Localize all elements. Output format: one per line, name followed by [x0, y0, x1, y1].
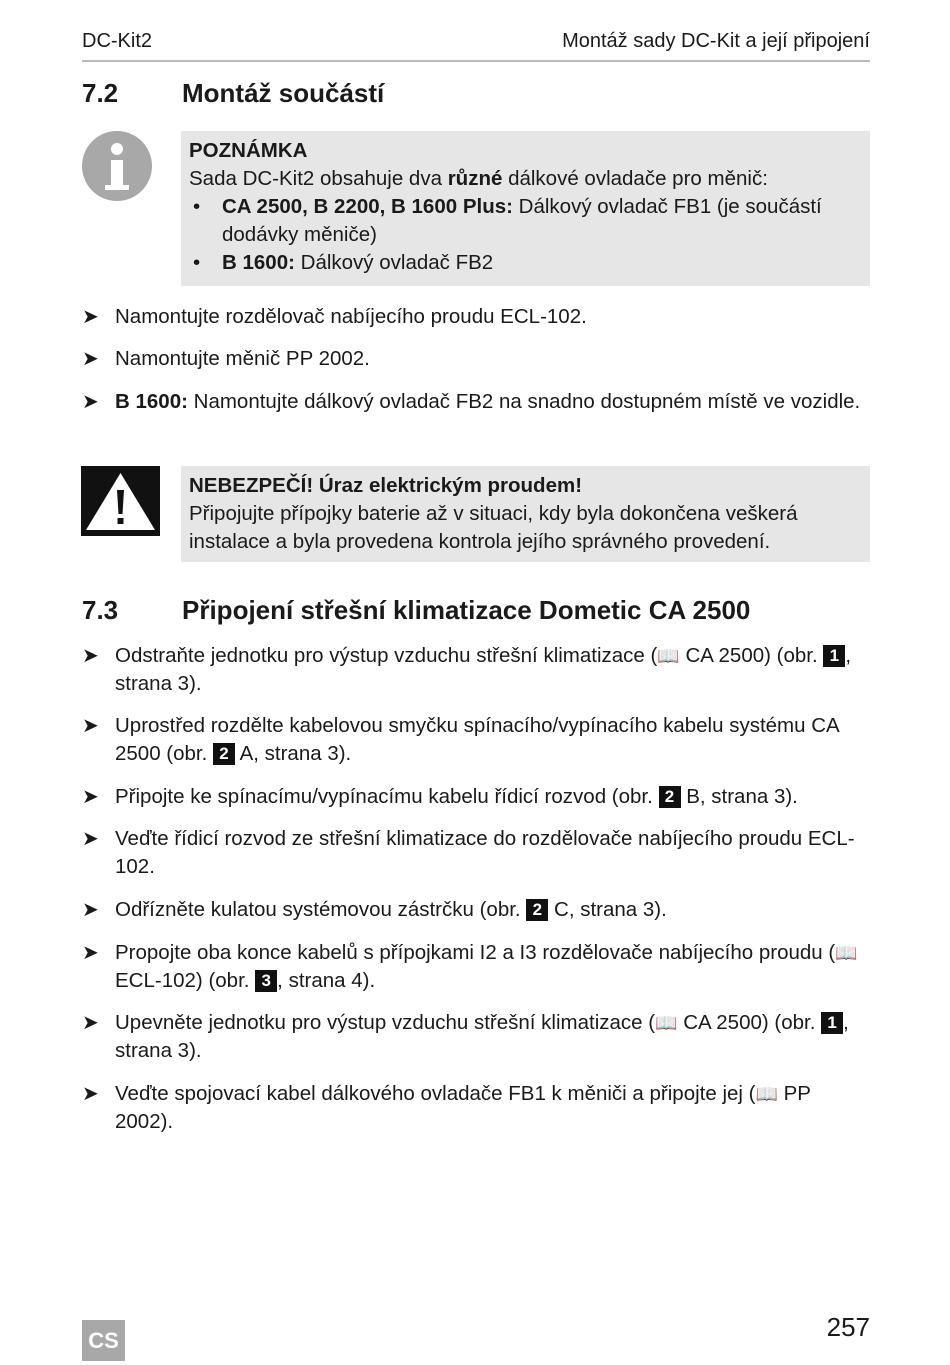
arrow-icon: ➤ [82, 899, 99, 921]
figure-ref: 2 [213, 743, 235, 765]
note-box [181, 131, 870, 286]
section-number: 7.2 [82, 78, 119, 108]
instruction-step: ➤ Připojte ke spínacímu/vypínacímu kabelu řídicí rozvod (obr. 2 B, strana 3). [82, 783, 870, 811]
arrow-icon: ➤ [82, 645, 99, 667]
figure-ref: 2 [659, 786, 681, 808]
language-badge: CS [82, 1320, 125, 1361]
instruction-step: ➤ Namontujte měnič PP 2002. [82, 345, 870, 373]
header-product: DC-Kit2 [82, 30, 153, 52]
instruction-step: ➤ Odřízněte kulatou systémovou zástrčku (obr. 2 C, strana 3). [82, 896, 870, 924]
danger-text: Připojujte přípojky baterie až v situaci, kdy byla dokončena veškerá instalace a byla provedena kontrola jejího správného provedení. [189, 502, 798, 553]
section-title: Připojení střešní klimatizace Dometic CA 2500 [182, 595, 751, 625]
arrow-icon: ➤ [82, 306, 99, 328]
instruction-step: ➤ Namontujte rozdělovač nabíjecího proudu ECL-102. [82, 303, 870, 331]
arrow-icon: ➤ [82, 391, 99, 413]
instruction-step: ➤ Veďte spojovací kabel dálkového ovladače FB1 k měniči a připojte jej (📖 PP 2002). [82, 1082, 811, 1133]
note-intro: Sada DC-Kit2 obsahuje dva různé dálkové ovladače pro měnič: [189, 167, 768, 190]
instruction-step: ➤ Veďte řídicí rozvod ze střešní klimatizace do rozdělovače nabíjecího proudu ECL-102. [82, 827, 855, 878]
book-icon: 📖 [655, 1013, 678, 1033]
arrow-icon: ➤ [82, 942, 99, 964]
instruction-step: ➤ Propojte oba konce kabelů s přípojkami I2 a I3 rozdělovače nabíjecího proudu (📖 ECL-102) (obr. 3 , strana 4). [82, 941, 858, 992]
book-icon: 📖 [657, 646, 680, 666]
arrow-icon: ➤ [82, 715, 99, 737]
danger-box [181, 466, 870, 562]
header-chapter: Montáž sady DC-Kit a její připojení [562, 30, 870, 52]
note-title: POZNÁMKA [189, 139, 308, 162]
note-list [189, 193, 862, 277]
book-icon: 📖 [755, 1084, 778, 1104]
figure-ref: 3 [255, 970, 277, 992]
instruction-step: ➤ Odstraňte jednotku pro výstup vzduchu střešní klimatizace (📖 CA 2500) (obr. 1 , strana 3). [82, 644, 852, 695]
instruction-step: ➤ B 1600: Namontujte dálkový ovladač FB2 na snadno dostupném místě ve vozidle. [82, 388, 870, 416]
figure-ref: 1 [821, 1012, 843, 1034]
book-icon: 📖 [835, 943, 858, 963]
figure-ref: 1 [823, 645, 845, 667]
warning-icon [81, 466, 160, 536]
section-number: 7.3 [82, 595, 119, 625]
arrow-icon: ➤ [82, 348, 99, 370]
instruction-step: ➤ Upevněte jednotku pro výstup vzduchu střešní klimatizace (📖 CA 2500) (obr. 1 , strana 3). [82, 1011, 849, 1062]
section-title: Montáž součástí [182, 78, 385, 108]
running-header [82, 28, 870, 62]
page-number: 257 [826, 1312, 870, 1342]
note-list-item: • CA 2500, B 2200, B 1600 Plus: Dálkový ovladač FB1 (je součástí dodávky měniče) [189, 193, 862, 249]
arrow-icon: ➤ [82, 786, 99, 808]
instruction-step: ➤ Uprostřed rozdělte kabelovou smyčku spínacího/vypínacího kabelu systému CA 2500 (obr. 2 A, strana 3). [82, 714, 839, 765]
arrow-icon: ➤ [82, 1083, 99, 1105]
note-list-item: • B 1600: Dálkový ovladač FB2 [189, 249, 862, 277]
arrow-icon: ➤ [82, 1012, 99, 1034]
figure-ref: 2 [526, 899, 548, 921]
danger-title: NEBEZPEČÍ! Úraz elektrickým proudem! [189, 474, 583, 497]
arrow-icon: ➤ [82, 828, 99, 850]
info-icon [82, 131, 152, 201]
